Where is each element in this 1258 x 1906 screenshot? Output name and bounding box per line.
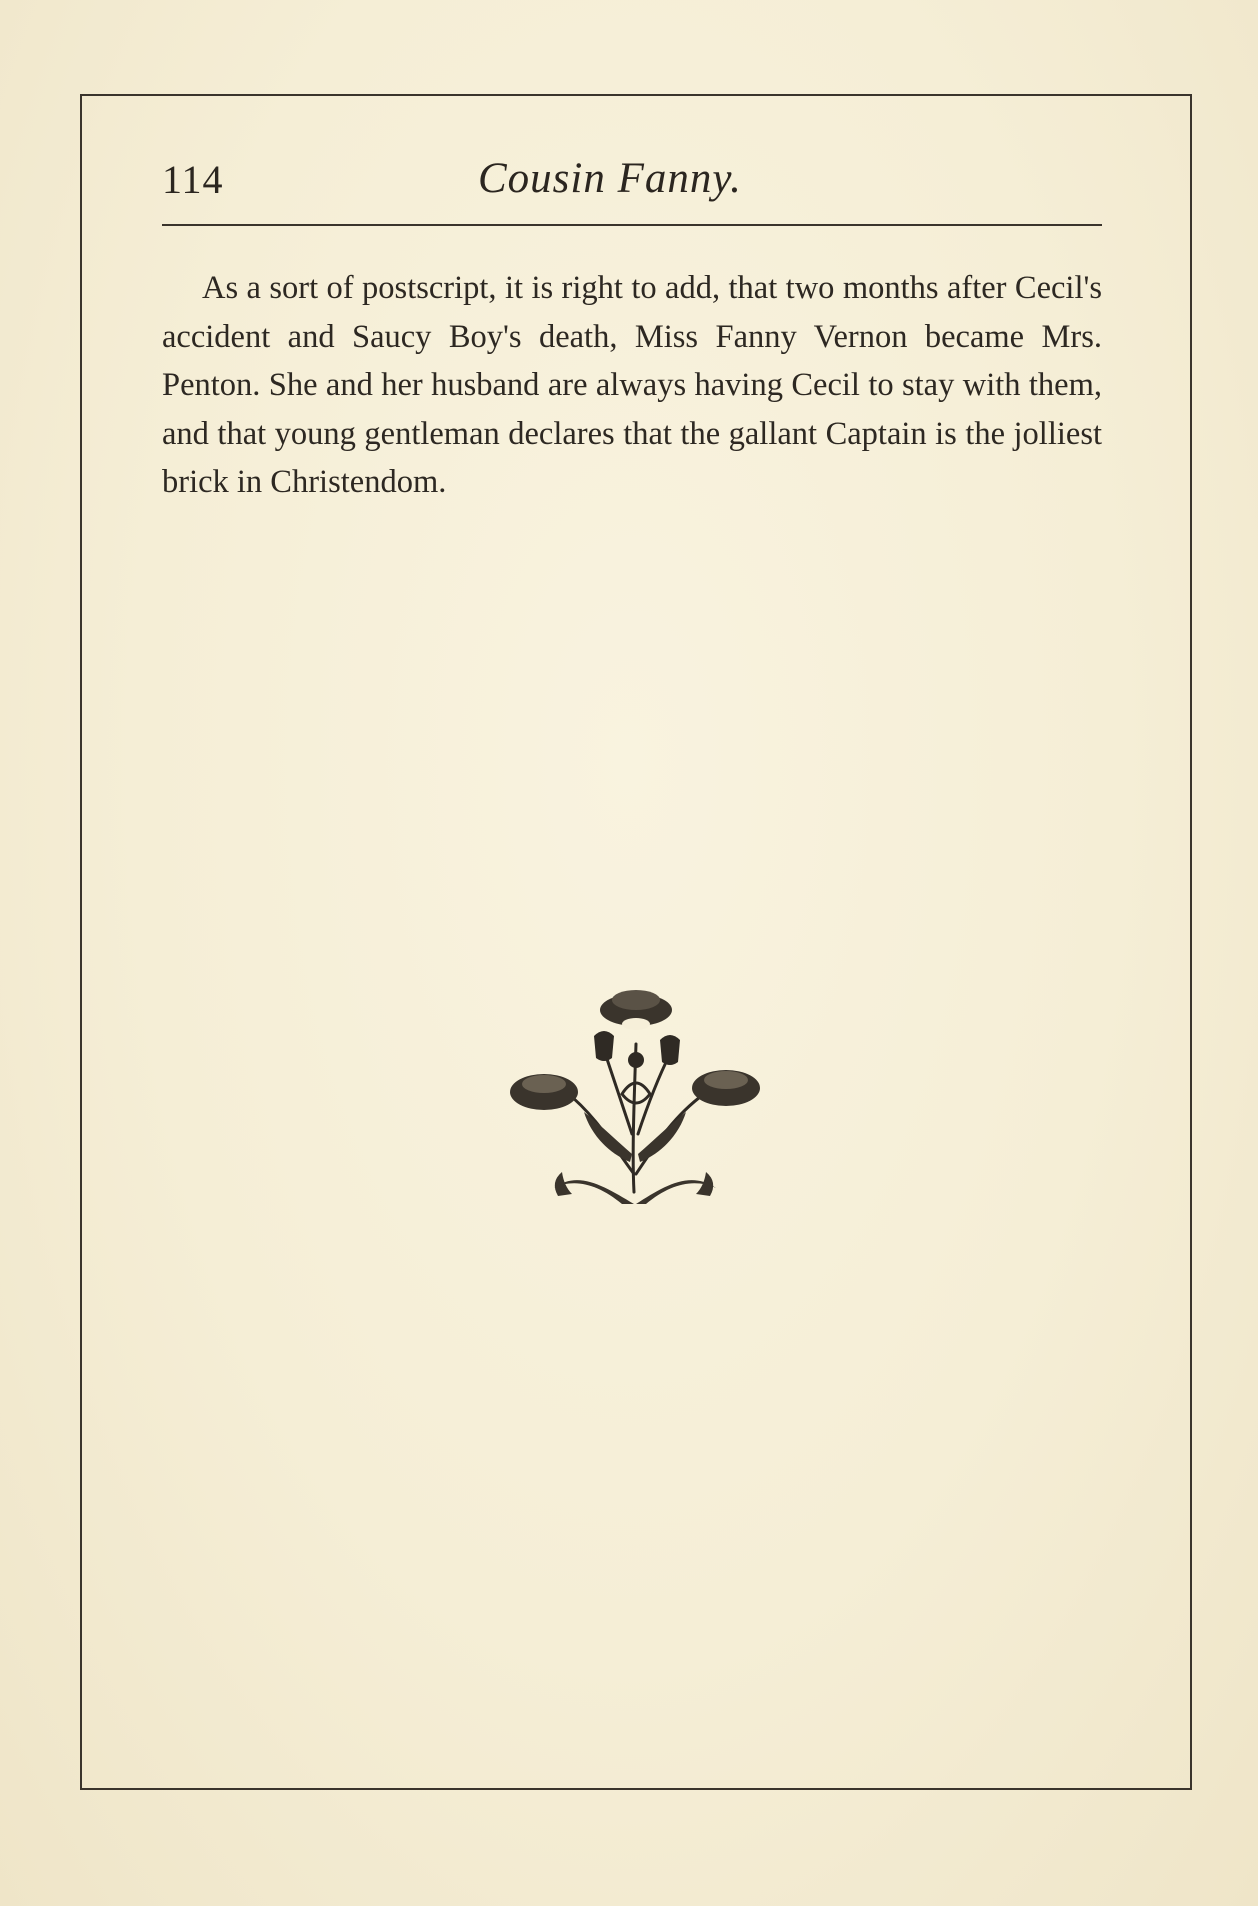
body-text bbox=[162, 264, 1102, 507]
running-title: Cousin Fanny. bbox=[478, 155, 742, 202]
paragraph: As a sort of postscript, it is right to add, that two months after Cecil's accident and Saucy Boy's death, Miss Fanny Vernon became Mrs. Penton. She and her husband are always having Cecil to stay with them, and that young gentleman declares that the gallant Captain is the jolliest brick in Christendom. bbox=[162, 270, 1102, 500]
header-rule bbox=[162, 224, 1102, 226]
floral-vignette-icon bbox=[494, 974, 774, 1210]
running-head bbox=[162, 150, 1102, 212]
page-number: 114 bbox=[162, 157, 224, 202]
